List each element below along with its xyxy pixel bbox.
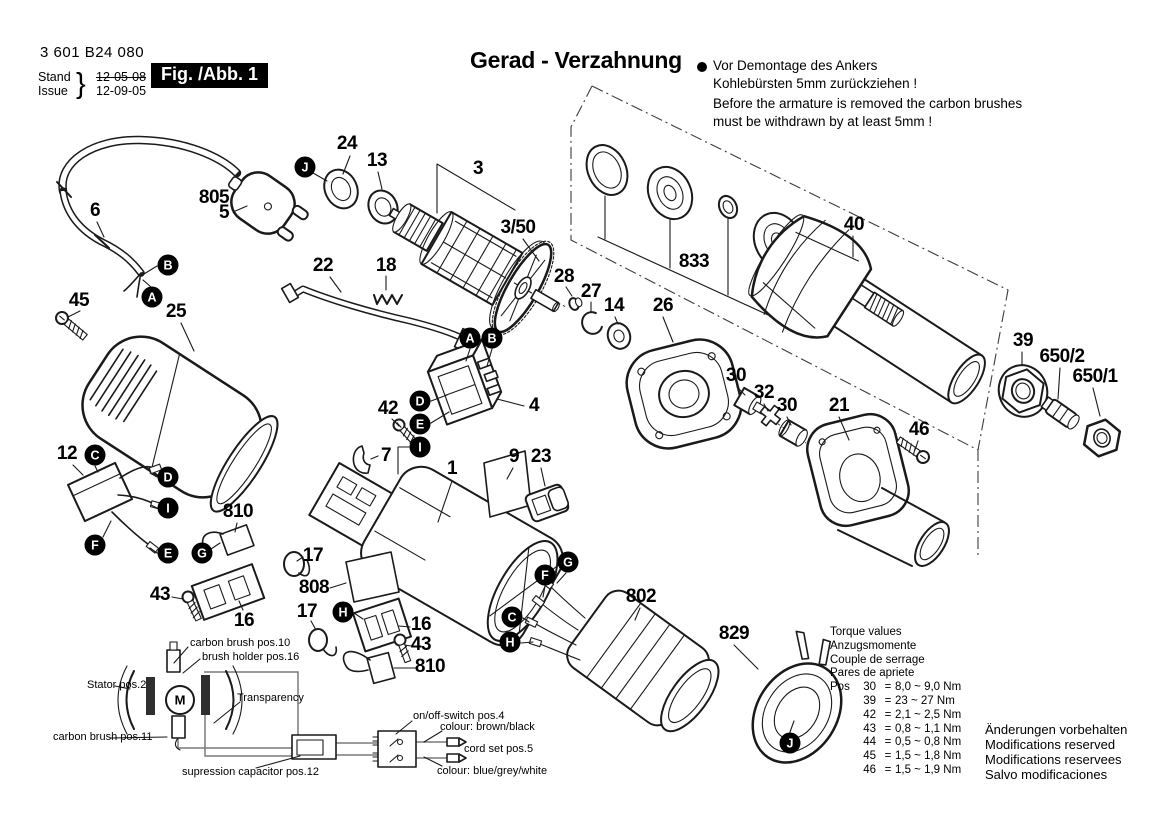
- figure-label: Fig. /Abb. 1: [151, 63, 268, 88]
- clip-7: [353, 446, 370, 473]
- part-label-833: 833: [678, 251, 710, 272]
- part-label-810: 810: [222, 501, 254, 522]
- torque-cell: [830, 695, 856, 709]
- torque-row: [830, 695, 961, 709]
- torque-cell: [830, 709, 856, 723]
- brush-set-b: [309, 599, 413, 684]
- part-label-14: 14: [603, 295, 625, 316]
- note-en-1: Before the armature is removed the carbon brushes: [713, 96, 1023, 111]
- schematic-label: brush holder pos.16: [202, 651, 300, 663]
- schematic-label: colour: brown/black: [440, 721, 535, 733]
- schematic-label: colour: blue/grey/white: [437, 765, 548, 777]
- modification-note-line: Modifications reservees: [985, 752, 1122, 767]
- part-label-32: 32: [753, 382, 775, 403]
- torque-table: [830, 626, 961, 778]
- letter-badge-J: J: [295, 157, 316, 178]
- part-label-22: 22: [312, 255, 334, 276]
- flange-26: [620, 332, 749, 455]
- torque-row: [830, 681, 961, 695]
- part-label-21: 21: [828, 395, 850, 416]
- letter-badge-G: G: [192, 543, 213, 564]
- torque-cell: 0,8 ~ 1,1 Nm: [895, 722, 962, 735]
- motor-symbol-label: M: [174, 692, 186, 708]
- part-label-16: 16: [410, 614, 432, 635]
- letter-badge-H: H: [333, 602, 354, 623]
- torque-heading: Pares de apriete: [830, 667, 915, 680]
- torque-cell: =: [884, 681, 892, 694]
- torque-rows: [830, 681, 961, 778]
- page-title: Gerad - Verzahnung: [470, 47, 682, 73]
- part-label-17: 17: [296, 601, 318, 622]
- torque-cell: [830, 736, 856, 750]
- torque-cell: 1,5 ~ 1,8 Nm: [895, 750, 962, 763]
- power-cord: [57, 140, 237, 297]
- part-label-28: 28: [553, 266, 575, 287]
- letter-badge-G: G: [558, 552, 579, 573]
- torque-cell: 30: [863, 681, 876, 694]
- modification-note-line: Salvo modificaciones: [985, 767, 1108, 782]
- torque-cell: 39: [863, 694, 876, 707]
- circlip-27: [579, 310, 603, 337]
- letter-badge-E: E: [410, 414, 431, 435]
- torque-headings: [830, 626, 961, 681]
- torque-row: [830, 764, 961, 778]
- part-label-45: 45: [68, 290, 90, 311]
- part-label-9: 9: [508, 446, 520, 467]
- lever-22: [282, 284, 478, 354]
- letter-badge-C: C: [85, 445, 106, 466]
- torque-cell: =: [884, 763, 892, 776]
- nut-39: [992, 358, 1055, 423]
- torque-cell: =: [884, 694, 892, 707]
- bullet-icon: [697, 62, 707, 72]
- part-label-18: 18: [375, 255, 397, 276]
- old-date: 12-05-08: [96, 70, 147, 84]
- part-label-805: 805: [198, 187, 230, 208]
- part-label-7: 7: [380, 445, 392, 466]
- new-date: 12-09-05: [96, 84, 147, 98]
- part-label-4: 4: [528, 395, 540, 416]
- schematic-label: cord set pos.5: [464, 743, 534, 755]
- part-label-829: 829: [718, 623, 750, 644]
- torque-cell: =: [884, 750, 892, 763]
- torque-cell: Pos: [830, 681, 850, 694]
- brace-glyph: }: [76, 68, 86, 100]
- torque-cell: 8,0 ~ 9,0 Nm: [895, 681, 962, 694]
- torque-cell: =: [884, 722, 892, 735]
- screw-45: [54, 310, 89, 342]
- part-label-24: 24: [336, 133, 358, 154]
- modification-notes: [985, 722, 1127, 782]
- part-label-5: 5: [218, 202, 230, 223]
- letter-badge-H: H: [500, 632, 521, 653]
- part-label-802: 802: [625, 586, 657, 607]
- bearing-14: [604, 320, 634, 352]
- part-label-3-50: 3/50: [500, 217, 536, 238]
- part-label-17: 17: [302, 545, 324, 566]
- schematic-label: Transparency: [237, 692, 304, 704]
- torque-cell: =: [884, 708, 892, 721]
- part-label-42: 42: [377, 398, 399, 419]
- revision-dates: [96, 70, 146, 98]
- torque-row: [830, 723, 961, 737]
- part-label-13: 13: [366, 150, 388, 171]
- schematic-label: carbon brush pos.10: [190, 637, 291, 649]
- part-label-30: 30: [776, 395, 798, 416]
- torque-cell: 23 ~ 27 Nm: [895, 694, 955, 707]
- knob-23: [524, 483, 570, 523]
- letter-badge-C: C: [502, 607, 523, 628]
- nut-650-1: [1079, 416, 1126, 459]
- stand-issue-labels: [38, 70, 71, 98]
- brush-set-a: [181, 525, 310, 622]
- torque-row: [830, 709, 961, 723]
- spring-18: [374, 295, 402, 304]
- issue-label: Issue: [38, 84, 68, 98]
- torque-cell: 46: [863, 763, 876, 776]
- document-number: 3 601 B24 080: [40, 44, 145, 61]
- part-label-1: 1: [446, 458, 458, 479]
- schematic-label: Stator pos.2: [87, 679, 147, 691]
- part-label-3: 3: [472, 158, 484, 179]
- part-label-26: 26: [652, 295, 674, 316]
- foil-9: [484, 451, 531, 517]
- torque-cell: 42: [863, 708, 876, 721]
- capacitor-12: [68, 463, 163, 553]
- part-label-810: 810: [414, 656, 446, 677]
- torque-cell: [830, 750, 856, 764]
- letter-badge-D: D: [158, 467, 179, 488]
- part-label-46: 46: [908, 419, 930, 440]
- torque-heading: Torque values: [830, 626, 902, 638]
- collet-650-2: [1040, 395, 1081, 430]
- torque-cell: [830, 723, 856, 737]
- switch-4: [424, 339, 507, 425]
- torque-row: [830, 750, 961, 764]
- letter-badge-J: J: [780, 733, 801, 754]
- modification-note-line: Änderungen vorbehalten: [985, 722, 1128, 737]
- torque-cell: 45: [863, 750, 876, 763]
- part-label-43: 43: [149, 584, 171, 605]
- letter-badge-B: B: [158, 255, 179, 276]
- ring-24: [318, 164, 364, 214]
- part-label-30: 30: [725, 365, 747, 386]
- letter-badge-I: I: [158, 498, 179, 519]
- letter-badge-F: F: [85, 535, 106, 556]
- coupling-30b: [777, 418, 810, 447]
- letter-badge-F: F: [535, 565, 556, 586]
- part-label-39: 39: [1012, 330, 1034, 351]
- schematic-label: supression capacitor pos.12: [182, 766, 319, 778]
- part-label-23: 23: [530, 446, 552, 467]
- note-de-1: Vor Demontage des Ankers: [713, 58, 878, 73]
- note-en-2: must be withdrawn by at least 5mm !: [713, 114, 933, 129]
- plate-808: [346, 552, 399, 602]
- note-de-2: Kohlebürsten 5mm zurückziehen !: [713, 76, 918, 91]
- part-label-16: 16: [233, 610, 255, 631]
- letter-badge-B: B: [482, 328, 503, 349]
- schematic-label: on/off-switch pos.4: [413, 710, 505, 722]
- letter-badge-A: A: [460, 328, 481, 349]
- part-label-12: 12: [56, 443, 78, 464]
- part-label-650-2: 650/2: [1039, 346, 1085, 367]
- torque-cell: =: [884, 736, 892, 749]
- flange-21: [802, 409, 956, 572]
- part-label-40: 40: [843, 214, 865, 235]
- torque-heading: Anzugsmomente: [830, 639, 917, 652]
- part-label-43: 43: [410, 634, 432, 655]
- part-label-808: 808: [298, 577, 330, 598]
- part-label-6: 6: [89, 200, 101, 221]
- part-label-27: 27: [580, 281, 602, 302]
- letter-badge-A: A: [142, 287, 163, 308]
- letter-badge-E: E: [158, 543, 179, 564]
- part-label-650-1: 650/1: [1072, 366, 1118, 387]
- modification-note-line: Modifications reserved: [985, 737, 1116, 752]
- part-label-25: 25: [165, 301, 187, 322]
- torque-cell: 0,5 ~ 0,8 Nm: [895, 736, 962, 749]
- torque-cell: 43: [863, 722, 876, 735]
- torque-cell: 1,5 ~ 1,9 Nm: [895, 763, 962, 776]
- letter-badge-D: D: [410, 391, 431, 412]
- schematic-label: carbon brush pos.11: [53, 731, 153, 743]
- armature-3: [365, 166, 585, 354]
- letter-badge-I: I: [410, 437, 431, 458]
- torque-heading: Couple de serrage: [830, 653, 925, 666]
- torque-cell: 44: [863, 736, 876, 749]
- torque-row: [830, 736, 961, 750]
- stand-label: Stand: [38, 70, 71, 84]
- torque-cell: 2,1 ~ 2,5 Nm: [895, 708, 962, 721]
- torque-cell: [830, 764, 856, 778]
